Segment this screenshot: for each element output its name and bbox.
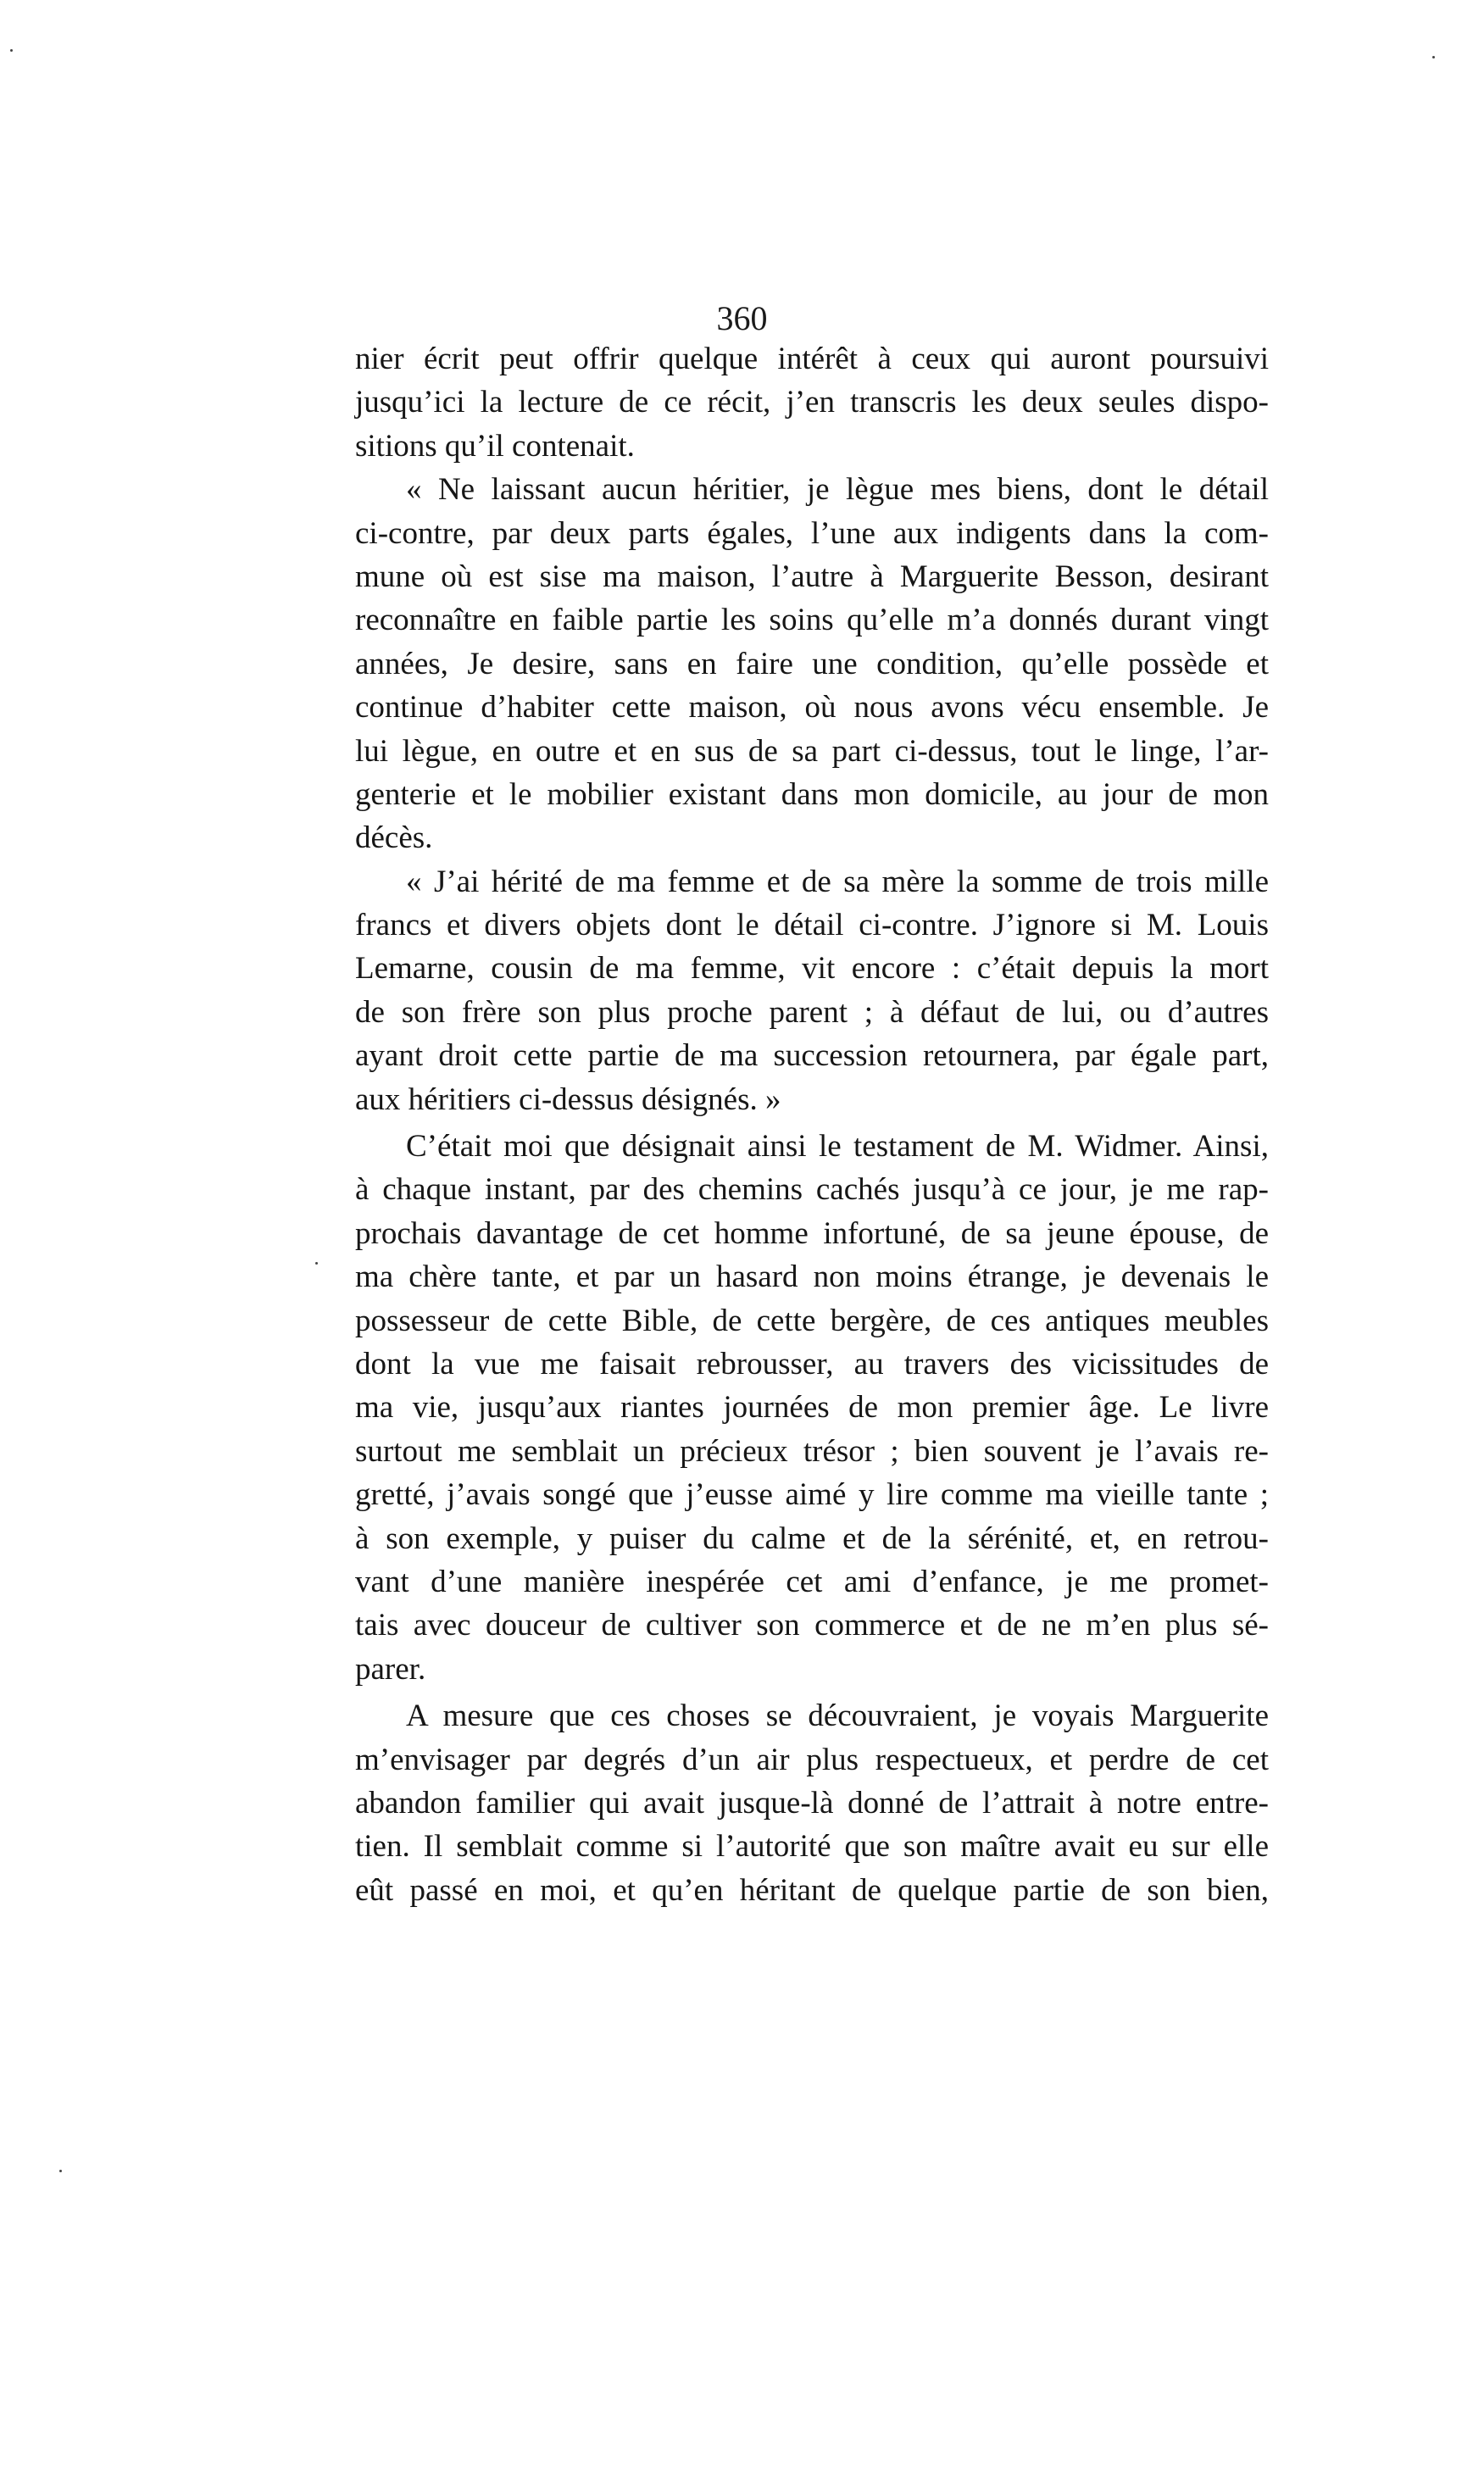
text-line: continue d’habiter cette maison, où nous avons vécu ensemble. Je — [355, 690, 1269, 726]
scan-speck — [1432, 56, 1435, 58]
text-line: lui lègue, en outre et en sus de sa part ci-dessus, tout le linge, l’ar- — [355, 733, 1269, 769]
text-line: à chaque instant, par des chemins cachés jusqu’à ce jour, je me rap- — [355, 1172, 1269, 1208]
text-line: à son exemple, y puiser du calme et de la sérénité, et, en retrou- — [355, 1521, 1269, 1556]
scan-speck — [59, 2170, 62, 2172]
text-line: possesseur de cette Bible, de cette bergère, de ces antiques meubles — [355, 1303, 1269, 1338]
text-line: décès. — [355, 820, 433, 856]
text-line: ci-contre, par deux parts égales, l’une aux indigents dans la com- — [355, 515, 1269, 551]
paragraph — [355, 337, 1269, 468]
text-line: mune où est sise ma maison, l’autre à Marguerite Besson, desirant — [355, 559, 1269, 594]
paragraph — [355, 1694, 1269, 1912]
text-line: vant d’une manière inespérée cet ami d’enfance, je me promet- — [355, 1564, 1269, 1599]
paragraph — [355, 1125, 1269, 1691]
text-line: dont la vue me faisait rebrousser, au travers des vicissitudes de — [355, 1346, 1269, 1382]
text-line: ma vie, jusqu’aux riantes journées de mon premier âge. Le livre — [355, 1390, 1269, 1426]
text-line: C’était moi que désignait ainsi le testament de M. Widmer. Ainsi, — [406, 1129, 1269, 1165]
text-line: A mesure que ces choses se découvraient, je voyais Marguerite — [406, 1698, 1269, 1734]
text-line: années, Je desire, sans en faire une condition, qu’elle possède et — [355, 646, 1269, 681]
text-line: « Ne laissant aucun héritier, je lègue mes biens, dont le détail — [406, 472, 1269, 508]
text-line: ayant droit cette partie de ma succession retournera, par égale part, — [355, 1038, 1269, 1074]
text-line: nier écrit peut offrir quelque intérêt à ceux qui auront poursuivi — [355, 342, 1269, 376]
text-line: parer. — [355, 1651, 426, 1687]
text-line: abandon familier qui avait jusque-là donné de l’attrait à notre entre- — [355, 1785, 1269, 1821]
page-number: 360 — [716, 299, 768, 337]
text-line: tien. Il semblait comme si l’autorité que son maître avait eu sur elle — [355, 1829, 1269, 1865]
text-line: tais avec douceur de cultiver son commerce et de ne m’en plus sé- — [355, 1608, 1269, 1643]
paragraph — [355, 468, 1269, 860]
text-line: ma chère tante, et par un hasard non moins étrange, je devenais le — [355, 1259, 1269, 1295]
scan-speck — [315, 1262, 318, 1265]
scan-speck — [10, 49, 13, 52]
text-line: prochais davantage de cet homme infortuné, de sa jeune épouse, de — [355, 1215, 1269, 1251]
text-line: Lemarne, cousin de ma femme, vit encore : c’était depuis la mort — [355, 951, 1269, 987]
text-line: « J’ai hérité de ma femme et de sa mère la somme de trois mille — [406, 864, 1269, 899]
body-text — [355, 337, 1269, 1912]
text-line: aux héritiers ci-dessus désignés. » — [355, 1081, 781, 1117]
text-line: reconnaître en faible partie les soins qu’elle m’a donnés durant vingt — [355, 603, 1269, 638]
text-line: m’envisager par degrés d’un air plus respectueux, et perdre de cet — [355, 1742, 1269, 1777]
text-line: jusqu’ici la lecture de ce récit, j’en transcris les deux seules dispo- — [355, 385, 1269, 420]
paragraph — [355, 860, 1269, 1121]
text-line: de son frère son plus proche parent ; à défaut de lui, ou d’autres — [355, 994, 1269, 1030]
text-line: eût passé en moi, et qu’en héritant de quelque partie de son bien, — [355, 1872, 1269, 1908]
text-line: francs et divers objets dont le détail ci-contre. J’ignore si M. Louis — [355, 908, 1269, 943]
text-line: sitions qu’il contenait. — [355, 428, 635, 464]
text-line: gretté, j’avais songé que j’eusse aimé y lire comme ma vieille tante ; — [355, 1477, 1269, 1513]
text-line: genterie et le mobilier existant dans mon domicile, au jour de mon — [355, 776, 1269, 812]
text-line: surtout me semblait un précieux trésor ; bien souvent je l’avais re- — [355, 1433, 1269, 1469]
